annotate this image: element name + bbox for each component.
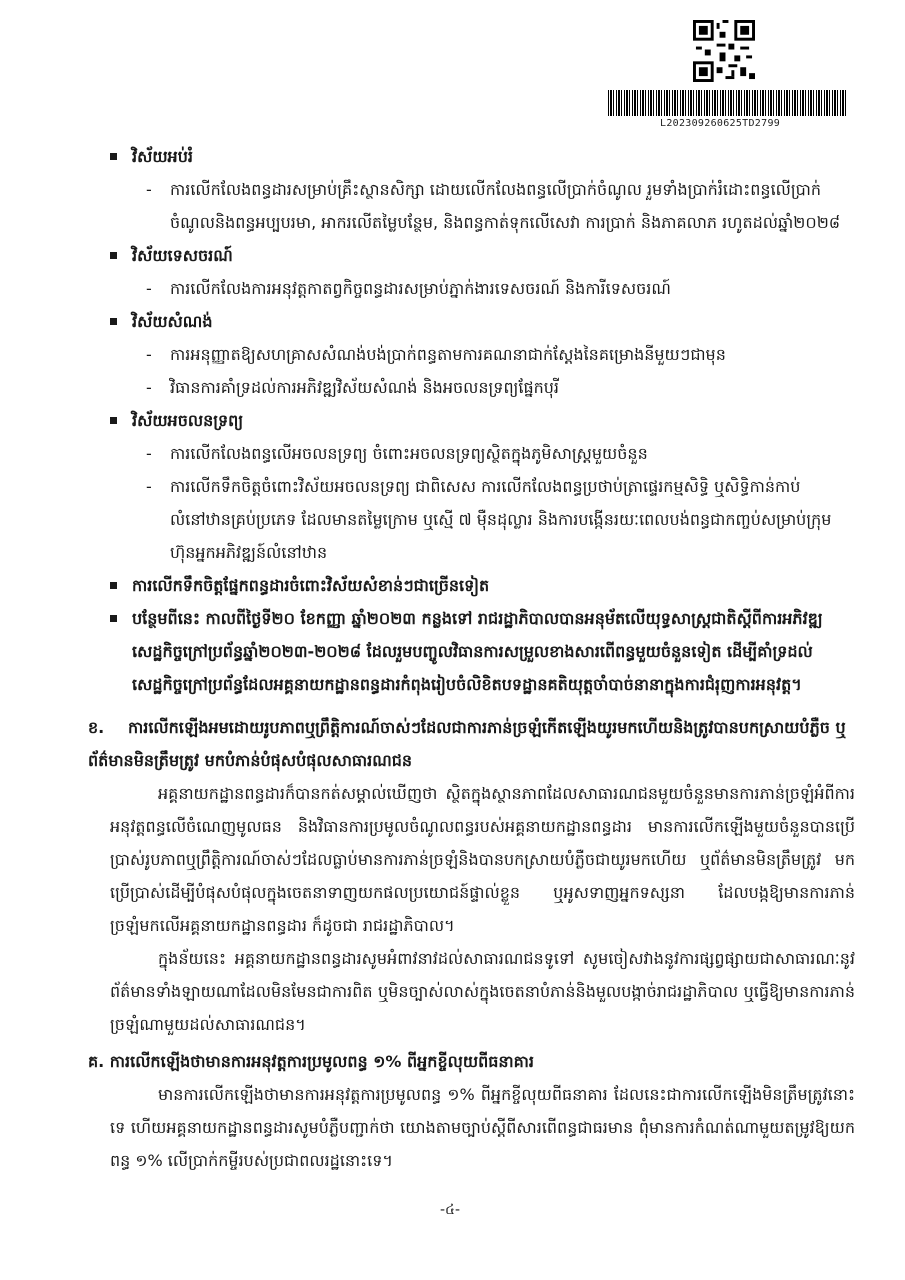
bullet-item: វិស័យអចលនទ្រព្យ <box>110 404 855 437</box>
bullet-item: ការលើកទឹកចិត្តផ្នែកពន្ធដារចំពោះវិស័យសំខាន់ៗជាច្រើនទៀត <box>110 569 855 602</box>
section-b-title: ការលើកឡើងអមដោយរូបភាពឬព្រឹត្តិការណ៍ចាស់ៗដែលជាការភាន់ច្រឡំកើតឡើងយូរមកហើយនិងត្រូវបានបកស្រាយបំភ្លឺច ឬព័ត៌មានមិនត្រឹមត្រូវ មកបំភាន់បំផុសបំផុលសាធារណជន <box>88 718 846 770</box>
section-b-paragraph: ក្នុងន័យនេះ អគ្គនាយកដ្ឋានពន្ធដារសូមអំពាវនាវដល់សាធារណជនទូទៅ សូមចៀសវាងនូវការផ្សព្វផ្សាយជាសាធារណៈនូវព័ត៌មានទាំងឡាយណាដែលមិនមែនជាការពិត ឬមិនច្បាស់លាស់ក្នុងចេតនាបំភាន់និងមួលបង្កាច់រាជរដ្ឋាភិបាល ឬធ្វើឱ្យមានការភាន់ច្រឡំណាមួយដល់សាធារណជន។ <box>110 949 855 1034</box>
page-number: -៤- <box>440 1202 461 1218</box>
bullet-item: វិស័យសំណង់ <box>110 305 855 338</box>
section-c-heading: គ. ការលើកឡើងថាមានការអនុវត្តការប្រមូលពន្ធ ១% ពីអ្នកខ្ចីលុយពីធនាគារ <box>88 1052 534 1071</box>
dash-item: - ការលើកទឹកចិត្តចំពោះវិស័យអចលនទ្រព្យ ជាពិសេស ការលើកលែងពន្ធប្រថាប់ត្រាផ្ទេរកម្មសិទ្ធិ ឬសិទ្ធិកាន់កាប់លំនៅឋានគ្រប់ប្រភេទ ដែលមានតម្លៃក្រោម ឬស្មើ ៧ ម៉ឺនដុល្លារ និងការបង្កើនរយៈពេលបង់ពន្ធជាកញ្ចប់សម្រាប់ក្រុមហ៊ុនអ្នកអភិវឌ្ឍន៍លំនៅឋាន <box>146 477 832 562</box>
qr-code-icon <box>693 20 755 82</box>
page-body <box>88 140 855 1177</box>
document-code: L202309260625TD2799 <box>660 118 781 129</box>
dash-item: - ការលើកលែងពន្ធដារសម្រាប់គ្រឹះស្ថានសិក្សា ដោយលើកលែងពន្ធលើប្រាក់ចំណូល រួមទាំងប្រាក់រំដោះពន្ធលើប្រាក់ចំណូលនិងពន្ធអប្បបរមា, អាករលើតម្លៃបន្ថែម, និងពន្ធកាត់ទុកលើសេវា ការប្រាក់ និងភាគលាភ រហូតដល់ឆ្នាំ២០២៨ <box>146 180 841 232</box>
dash-item: - ការលើកលែងពន្ធលើអចលនទ្រព្យ ចំពោះអចលនទ្រព្យស្ថិតក្នុងភូមិសាស្ត្រមួយចំនួន <box>146 444 648 463</box>
bullet-item: បន្ថែមពីនេះ កាលពីថ្ងៃទី២០ ខែកញ្ញា ឆ្នាំ២០២៣ កន្លងទៅ រាជរដ្ឋាភិបាលបានអនុម័តលើយុទ្ធសាស្ត្រជាតិស្តីពីការអភិវឌ្ឍសេដ្ឋកិច្ចក្រៅប្រព័ន្ធឆ្នាំ២០២៣-២០២៨ ដែលរួមបញ្ចូលវិធានការសម្រួលខាងសារពើពន្ធមួយចំនួនទៀត ដើម្បីគាំទ្រដល់សេដ្ឋកិច្ចក្រៅប្រព័ន្ធដែលអគ្គនាយកដ្ឋានពន្ធដារកំពុងរៀបចំលិខិតបទដ្ឋានគតិយុត្តចាំបាច់នានាក្នុងការជំរុញការអនុវត្ត។ <box>110 602 855 701</box>
bullet-item: វិស័យអប់រំ <box>110 140 855 173</box>
section-b-number: ខ. <box>88 718 105 737</box>
section-b-heading <box>88 711 855 777</box>
barcode-icon <box>608 90 846 116</box>
bullet-item: វិស័យទេសចរណ៍ <box>110 239 855 272</box>
dash-item: - ការលើកលែងការអនុវត្តកាតព្វកិច្ចពន្ធដារសម្រាប់ភ្នាក់ងារទេសចរណ៍ និងការីទេសចរណ៍ <box>146 279 671 298</box>
section-c-paragraph: មានការលើកឡើងថាមានការអនុវត្តការប្រមូលពន្ធ ១% ពីអ្នកខ្ចីលុយពីធនាគារ ដែលនេះជាការលើកឡើងមិនត្រឹមត្រូវនោះទេ ហើយអគ្គនាយកដ្ឋានពន្ធដារសូមបំភ្លឺបញ្ជាក់ថា យោងតាមច្បាប់ស្តីពីសារពើពន្ធជាធរមាន ពុំមានការកំណត់ណាមួយតម្រូវឱ្យយកពន្ធ ១% លើប្រាក់កម្ចីរបស់ប្រជាពលរដ្ឋនោះទេ។ <box>110 1085 855 1170</box>
dash-item: - ការអនុញ្ញាតឱ្យសហគ្រាសសំណង់បង់ប្រាក់ពន្ធតាមការគណនាជាក់ស្តែងនៃគម្រោងនីមួយៗជាមុន <box>146 345 726 364</box>
section-b-paragraph: អគ្គនាយកដ្ឋានពន្ធដារក៏បានកត់សម្គាល់ឃើញថា ស្ថិតក្នុងស្ថានភាពដែលសាធារណជនមួយចំនួនមានការភាន់ច្រឡំអំពីការអនុវត្តពន្ធលើចំណេញមូលធន និងវិធានការប្រមូលចំណូលពន្ធរបស់អគ្គនាយកដ្ឋានពន្ធដារ មានការលើកឡើងមួយចំនួនបានប្រើប្រាស់រូបភាពឬព្រឹត្តិការណ៍ចាស់ៗដែលធ្លាប់មានការភាន់ច្រឡំនិងបានបកស្រាយបំភ្លឺចជាយូរមកហើយ ឬព័ត៌មានមិនត្រឹមត្រូវ មកប្រើប្រាស់ដើម្បីបំផុសបំផុលក្នុងចេតនាទាញយកផលប្រយោជន៍ផ្ទាល់ខ្លួន ឬអូសទាញអ្នកទស្សនា ដែលបង្កឱ្យមានការភាន់ច្រឡំមកលើអគ្គនាយកដ្ឋានពន្ធដារ ក៏ដូចជា រាជរដ្ឋាភិបាល។ <box>110 784 855 935</box>
dash-item: - វិធានការគាំទ្រដល់ការអភិវឌ្ឍវិស័យសំណង់ និងអចលនទ្រព្យផ្នែកបុរី <box>146 378 559 397</box>
